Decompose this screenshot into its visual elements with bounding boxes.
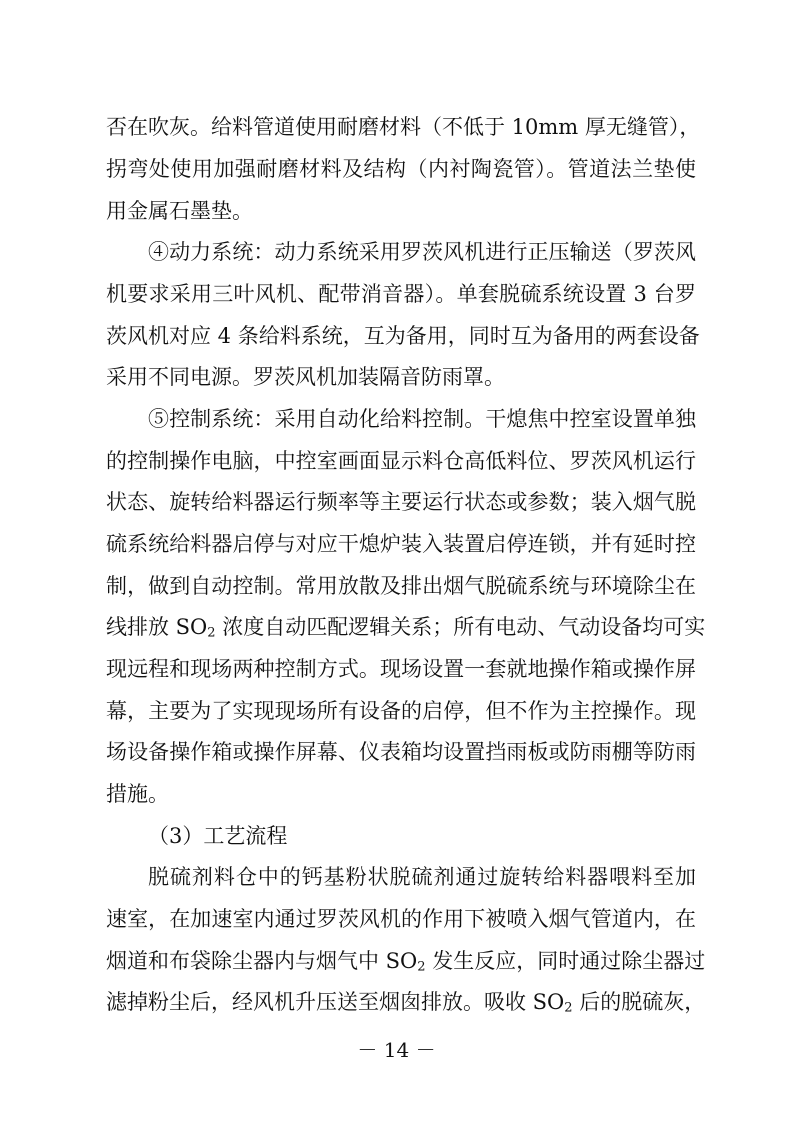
text-run: ⑤控制系统：采用自动化给料控制。干熄焦中控室设置单独 — [148, 407, 696, 431]
paragraph-line — [106, 149, 696, 189]
text-run: 速室，在加速室内通过罗茨风机的作用下被喷入烟气管道内，在 — [106, 907, 696, 931]
text-run: 后的脱硫灰， — [572, 990, 706, 1014]
text-run: ④动力系统：动力系统采用罗茨风机进行正压输送（罗茨风 — [148, 240, 696, 264]
paragraph-line — [106, 441, 696, 481]
text-run: 措施。 — [106, 782, 169, 806]
text-run: 线排放 SO — [106, 615, 208, 639]
paragraph-line — [106, 649, 696, 689]
text-run: 采用不同电源。罗茨风机加装隔音防雨罩。 — [106, 365, 505, 389]
subscript-text: 2 — [207, 625, 216, 641]
text-run: 幕，主要为了实现现场所有设备的启停，但不作为主控操作。现 — [106, 699, 696, 723]
text-run: 的控制操作电脑，中控室画面显示料仓高低料位、罗茨风机运行 — [106, 449, 696, 473]
page-number: － 14 － — [357, 1038, 436, 1062]
text-run: 滤掉粉尘后，经风机升压送至烟囱排放。吸收 SO — [106, 990, 565, 1014]
paragraph-line — [106, 191, 696, 231]
paragraph-line — [106, 316, 700, 356]
text-run: 状态、旋转给料器运行频率等主要运行状态或参数；装入烟气脱 — [106, 490, 696, 514]
paragraph-line — [148, 232, 696, 272]
text-run: 机要求采用三叶风机、配带消音器）。单套脱硫系统设置 3 台罗 — [106, 282, 696, 306]
paragraph-line — [106, 607, 706, 647]
section-heading — [148, 816, 696, 856]
paragraph-line — [106, 941, 706, 981]
paragraph-line — [106, 357, 696, 397]
text-run: 否在吹灰。给料管道使用耐磨材料（不低于 10mm 厚无缝管）， — [106, 115, 701, 139]
text-run: 烟道和布袋除尘器内与烟气中 SO — [106, 949, 418, 973]
paragraph-line — [106, 566, 696, 606]
text-run: （3）工艺流程 — [148, 824, 288, 848]
text-run: 拐弯处使用加强耐磨材料及结构（内衬陶瓷管）。管道法兰垫使 — [106, 157, 696, 181]
paragraph-line — [106, 524, 696, 564]
text-run: 硫系统给料器启停与对应干熄炉装入装置启停连锁，并有延时控 — [106, 532, 696, 556]
subscript-text: 2 — [417, 959, 426, 975]
text-run: 现远程和现场两种控制方式。现场设置一套就地操作箱或操作屏 — [106, 657, 696, 681]
paragraph-line — [106, 982, 706, 1022]
paragraph-line — [106, 899, 696, 939]
paragraph-line — [106, 274, 696, 314]
paragraph-line — [106, 732, 696, 772]
paragraph-line — [148, 857, 696, 897]
paragraph-line — [106, 107, 701, 147]
paragraph-line — [106, 482, 696, 522]
paragraph-line — [106, 691, 696, 731]
paragraph-line — [106, 774, 696, 814]
text-run: 茨风机对应 4 条给料系统，互为备用，同时互为备用的两套设备 — [106, 324, 700, 348]
subscript-text: 2 — [564, 1000, 573, 1016]
text-run: 浓度自动匹配逻辑关系；所有电动、气动设备均可实 — [215, 615, 706, 639]
paragraph-line — [148, 399, 696, 439]
text-run: 制，做到自动控制。常用放散及排出烟气脱硫系统与环境除尘在 — [106, 574, 696, 598]
text-run: 发生反应，同时通过除尘器过 — [425, 949, 706, 973]
text-run: 场设备操作箱或操作屏幕、仪表箱均设置挡雨板或防雨棚等防雨 — [106, 740, 696, 764]
text-run: 脱硫剂料仓中的钙基粉状脱硫剂通过旋转给料器喂料至加 — [148, 865, 696, 889]
text-run: 用金属石墨垫。 — [106, 199, 253, 223]
